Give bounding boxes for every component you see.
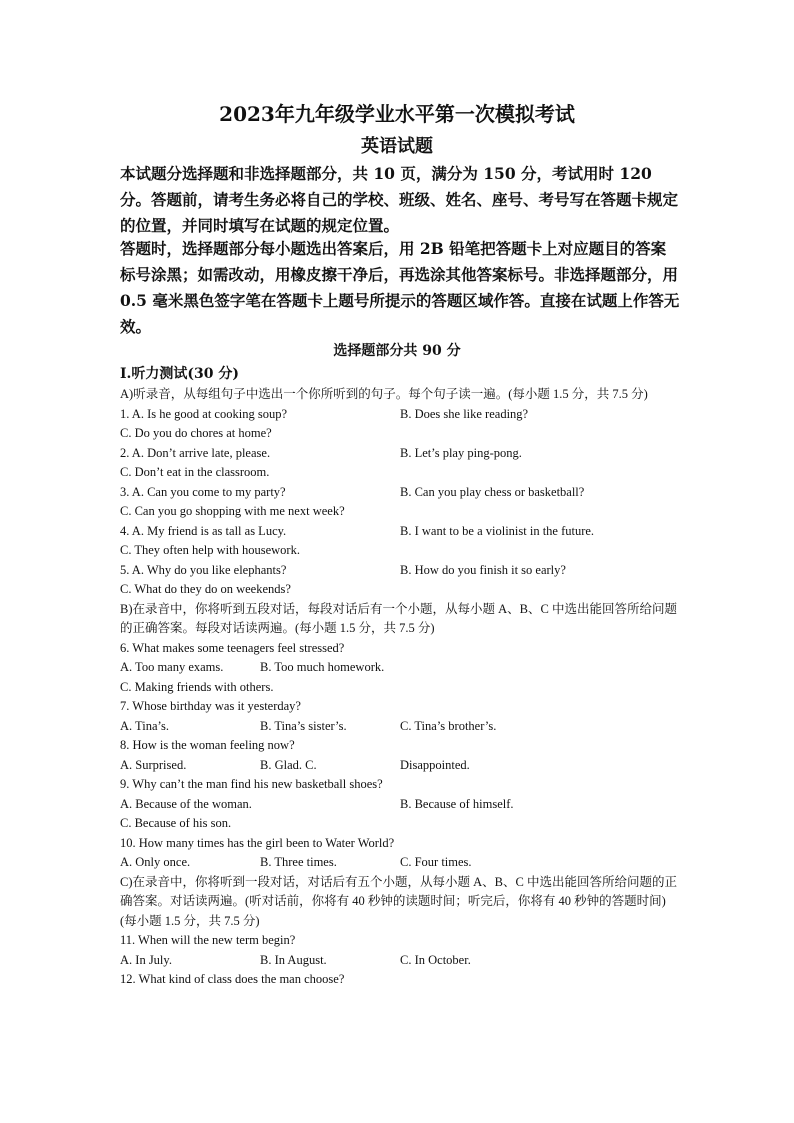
option-a: 3. A. Can you come to my party? [120, 484, 286, 499]
intro-paragraph-1: 本试题分选择题和非选择题部分，共 10 页，满分为 150 分，考试用时 120 分。答题前，请考生务必将自己的学校、班级、姓名、座号、考号写在答题卡规定的位置，并同时填写在试题的规定位置。 [120, 164, 679, 235]
question-row [120, 424, 680, 444]
question-row [120, 444, 680, 464]
options-row [120, 717, 680, 737]
options-row [120, 795, 680, 815]
option-b: B. How do you finish it so early? [400, 562, 566, 577]
section-heading: 选择题部分共 90 分 [333, 343, 461, 359]
options-row [120, 756, 680, 776]
option-c: C. Can you go shopping with me next week? [120, 504, 345, 518]
option-a: A. Too many exams. [120, 660, 224, 674]
option-c: C. Do you do chores at home? [120, 426, 272, 440]
question-text [120, 697, 680, 717]
option-a: A. Surprised. [120, 757, 187, 772]
question-row [120, 522, 680, 542]
options-row [120, 853, 680, 873]
options-row [120, 814, 680, 834]
option-a: A. In July. [120, 952, 172, 967]
part-heading: I.听力测试(30 分) [120, 366, 240, 382]
question-text [120, 834, 680, 854]
option-b: B. Does she like reading? [400, 406, 529, 421]
question-text [120, 775, 680, 795]
part-c-instruction: C)在录音中，你将听到一段对话，对话后有五个小题，从每小题 A、B、C 中选出能回答所给问题的正确答案。对话读两遍。(听对话前，你将有 40 秒钟的读题时间；听完后，你将有 40 秒钟的答题时间)(每小题 1.5 分，共 7.5 分) [120, 874, 677, 928]
part-b-instruction: B)在录音中，你将听到五段对话，每段对话后有一个小题，从每小题 A、B、C 中选出能回答所给问题的正确答案。每段对话读两遍。(每小题 1.5 分，共 7.5 分) [120, 601, 677, 635]
question-9: 9. Why can’t the man find his new basketball shoes? [120, 777, 383, 791]
option-b: B. Let’s play ping-pong. [400, 445, 522, 460]
options-row [120, 658, 680, 678]
option-b: B. Because of himself. [400, 796, 514, 811]
options-row [120, 678, 680, 698]
option-b: B. I want to be a violinist in the future. [400, 523, 595, 538]
option-a: 5. A. Why do you like elephants? [120, 562, 287, 577]
option-b: B. Three times. [260, 855, 337, 869]
option-a: A. Only once. [120, 855, 191, 869]
option-c: C. In October. [400, 952, 471, 967]
option-a: 1. A. Is he good at cooking soup? [120, 406, 287, 421]
exam-subtitle: 英语试题 [361, 136, 433, 157]
question-row [120, 580, 680, 600]
question-row [120, 561, 680, 581]
option-b: B. Can you play chess or basketball? [400, 484, 585, 499]
option-b: B. Too much homework. [260, 660, 385, 674]
option-c: C. What do they do on weekends? [120, 582, 291, 596]
option-a: A. Because of the woman. [120, 796, 252, 811]
question-text [120, 931, 680, 951]
option-b: B. Glad. C. [260, 757, 317, 772]
option-c: C. Making friends with others. [120, 679, 274, 694]
questions-content [120, 385, 680, 990]
question-11: 11. When will the new term begin? [120, 933, 296, 947]
question-12: 12. What kind of class does the man choose? [120, 972, 345, 986]
option-c: C. Four times. [400, 855, 472, 869]
option-a: A. Tina’s. [120, 718, 169, 733]
question-10: 10. How many times has the girl been to Water World? [120, 835, 395, 850]
option-c: C. Tina’s brother’s. [400, 718, 497, 733]
question-7: 7. Whose birthday was it yesterday? [120, 699, 301, 713]
question-8: 8. How is the woman feeling now? [120, 738, 295, 752]
question-row [120, 463, 680, 483]
exam-title: 2023年九年级学业水平第一次模拟考试 [219, 102, 575, 126]
options-row [120, 951, 680, 971]
option-c: C. Because of his son. [120, 816, 232, 830]
question-row [120, 541, 680, 561]
option-c: Disappointed. [400, 757, 470, 772]
question-text [120, 970, 680, 990]
part-a-instruction: A)听录音，从每组句子中选出一个你所听到的句子。每个句子读一遍。(每小题 1.5 分，共 7.5 分) [120, 387, 648, 401]
question-row [120, 502, 680, 522]
question-text [120, 736, 680, 756]
option-b: B. In August. [260, 952, 327, 967]
option-c: C. Don’t eat in the classroom. [120, 465, 270, 479]
question-6: 6. What makes some teenagers feel stressed? [120, 640, 345, 655]
option-a: 2. A. Don’t arrive late, please. [120, 445, 271, 460]
question-row [120, 483, 680, 503]
option-a: 4. A. My friend is as tall as Lucy. [120, 523, 287, 538]
intro-paragraph-2: 答题时，选择题部分每小题选出答案后，用 2B 铅笔把答题卡上对应题目的答案标号涂黑；如需改动，用橡皮擦干净后，再选涂其他答案标号。非选择题部分，用 0.5 毫米黑色签字笔在答题卡上题号所提示的答题区域作答。直接在试题上作答无效。 [120, 239, 680, 336]
option-b: B. Tina’s sister’s. [260, 718, 347, 733]
option-c: C. They often help with housework. [120, 543, 300, 557]
question-row [120, 405, 680, 425]
question-text [120, 639, 680, 659]
